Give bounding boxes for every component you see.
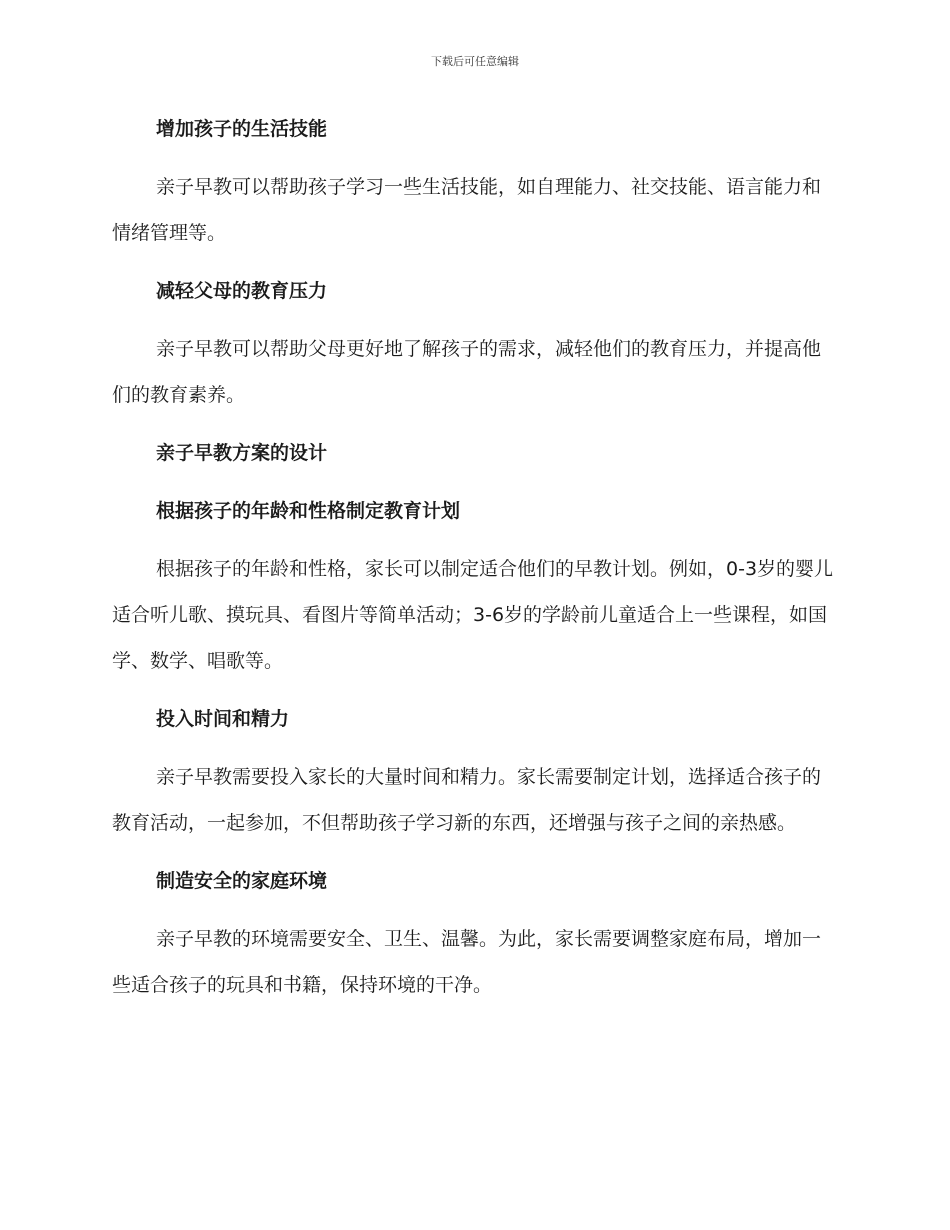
section-heading-life-skills: 增加孩子的生活技能 [156, 118, 328, 140]
page-header: 下载后可任意编辑 [431, 55, 519, 68]
document-body [112, 106, 838, 1020]
section-heading-safe-home: 制造安全的家庭环境 [156, 870, 328, 892]
section-paragraph-life-skills: 亲子早教可以帮助孩子学习一些生活技能，如自理能力、社交技能、语言能力和情绪管理等。 [112, 176, 822, 244]
section-heading-time-energy: 投入时间和精力 [156, 708, 290, 730]
section-heading-age-plan: 根据孩子的年龄和性格制定教育计划 [156, 500, 461, 522]
section-paragraph-time-energy: 亲子早教需要投入家长的大量时间和精力。家长需要制定计划，选择适合孩子的教育活动，一起参加，不但帮助孩子学习新的东西，还增强与孩子之间的亲热感。 [112, 766, 822, 834]
section-paragraph-age-plan: 根据孩子的年龄和性格，家长可以制定适合他们的早教计划。例如，0-3岁的婴儿适合听儿歌、摸玩具、看图片等简单活动；3-6岁的学龄前儿童适合上一些课程，如国学、数学、唱歌等。 [112, 558, 834, 672]
section-heading-reduce-pressure: 减轻父母的教育压力 [156, 280, 328, 302]
section-paragraph-reduce-pressure: 亲子早教可以帮助父母更好地了解孩子的需求，减轻他们的教育压力，并提高他们的教育素养。 [112, 338, 822, 406]
main-heading-design: 亲子早教方案的设计 [156, 442, 328, 464]
section-paragraph-safe-home: 亲子早教的环境需要安全、卫生、温馨。为此，家长需要调整家庭布局，增加一些适合孩子的玩具和书籍，保持环境的干净。 [112, 928, 822, 996]
